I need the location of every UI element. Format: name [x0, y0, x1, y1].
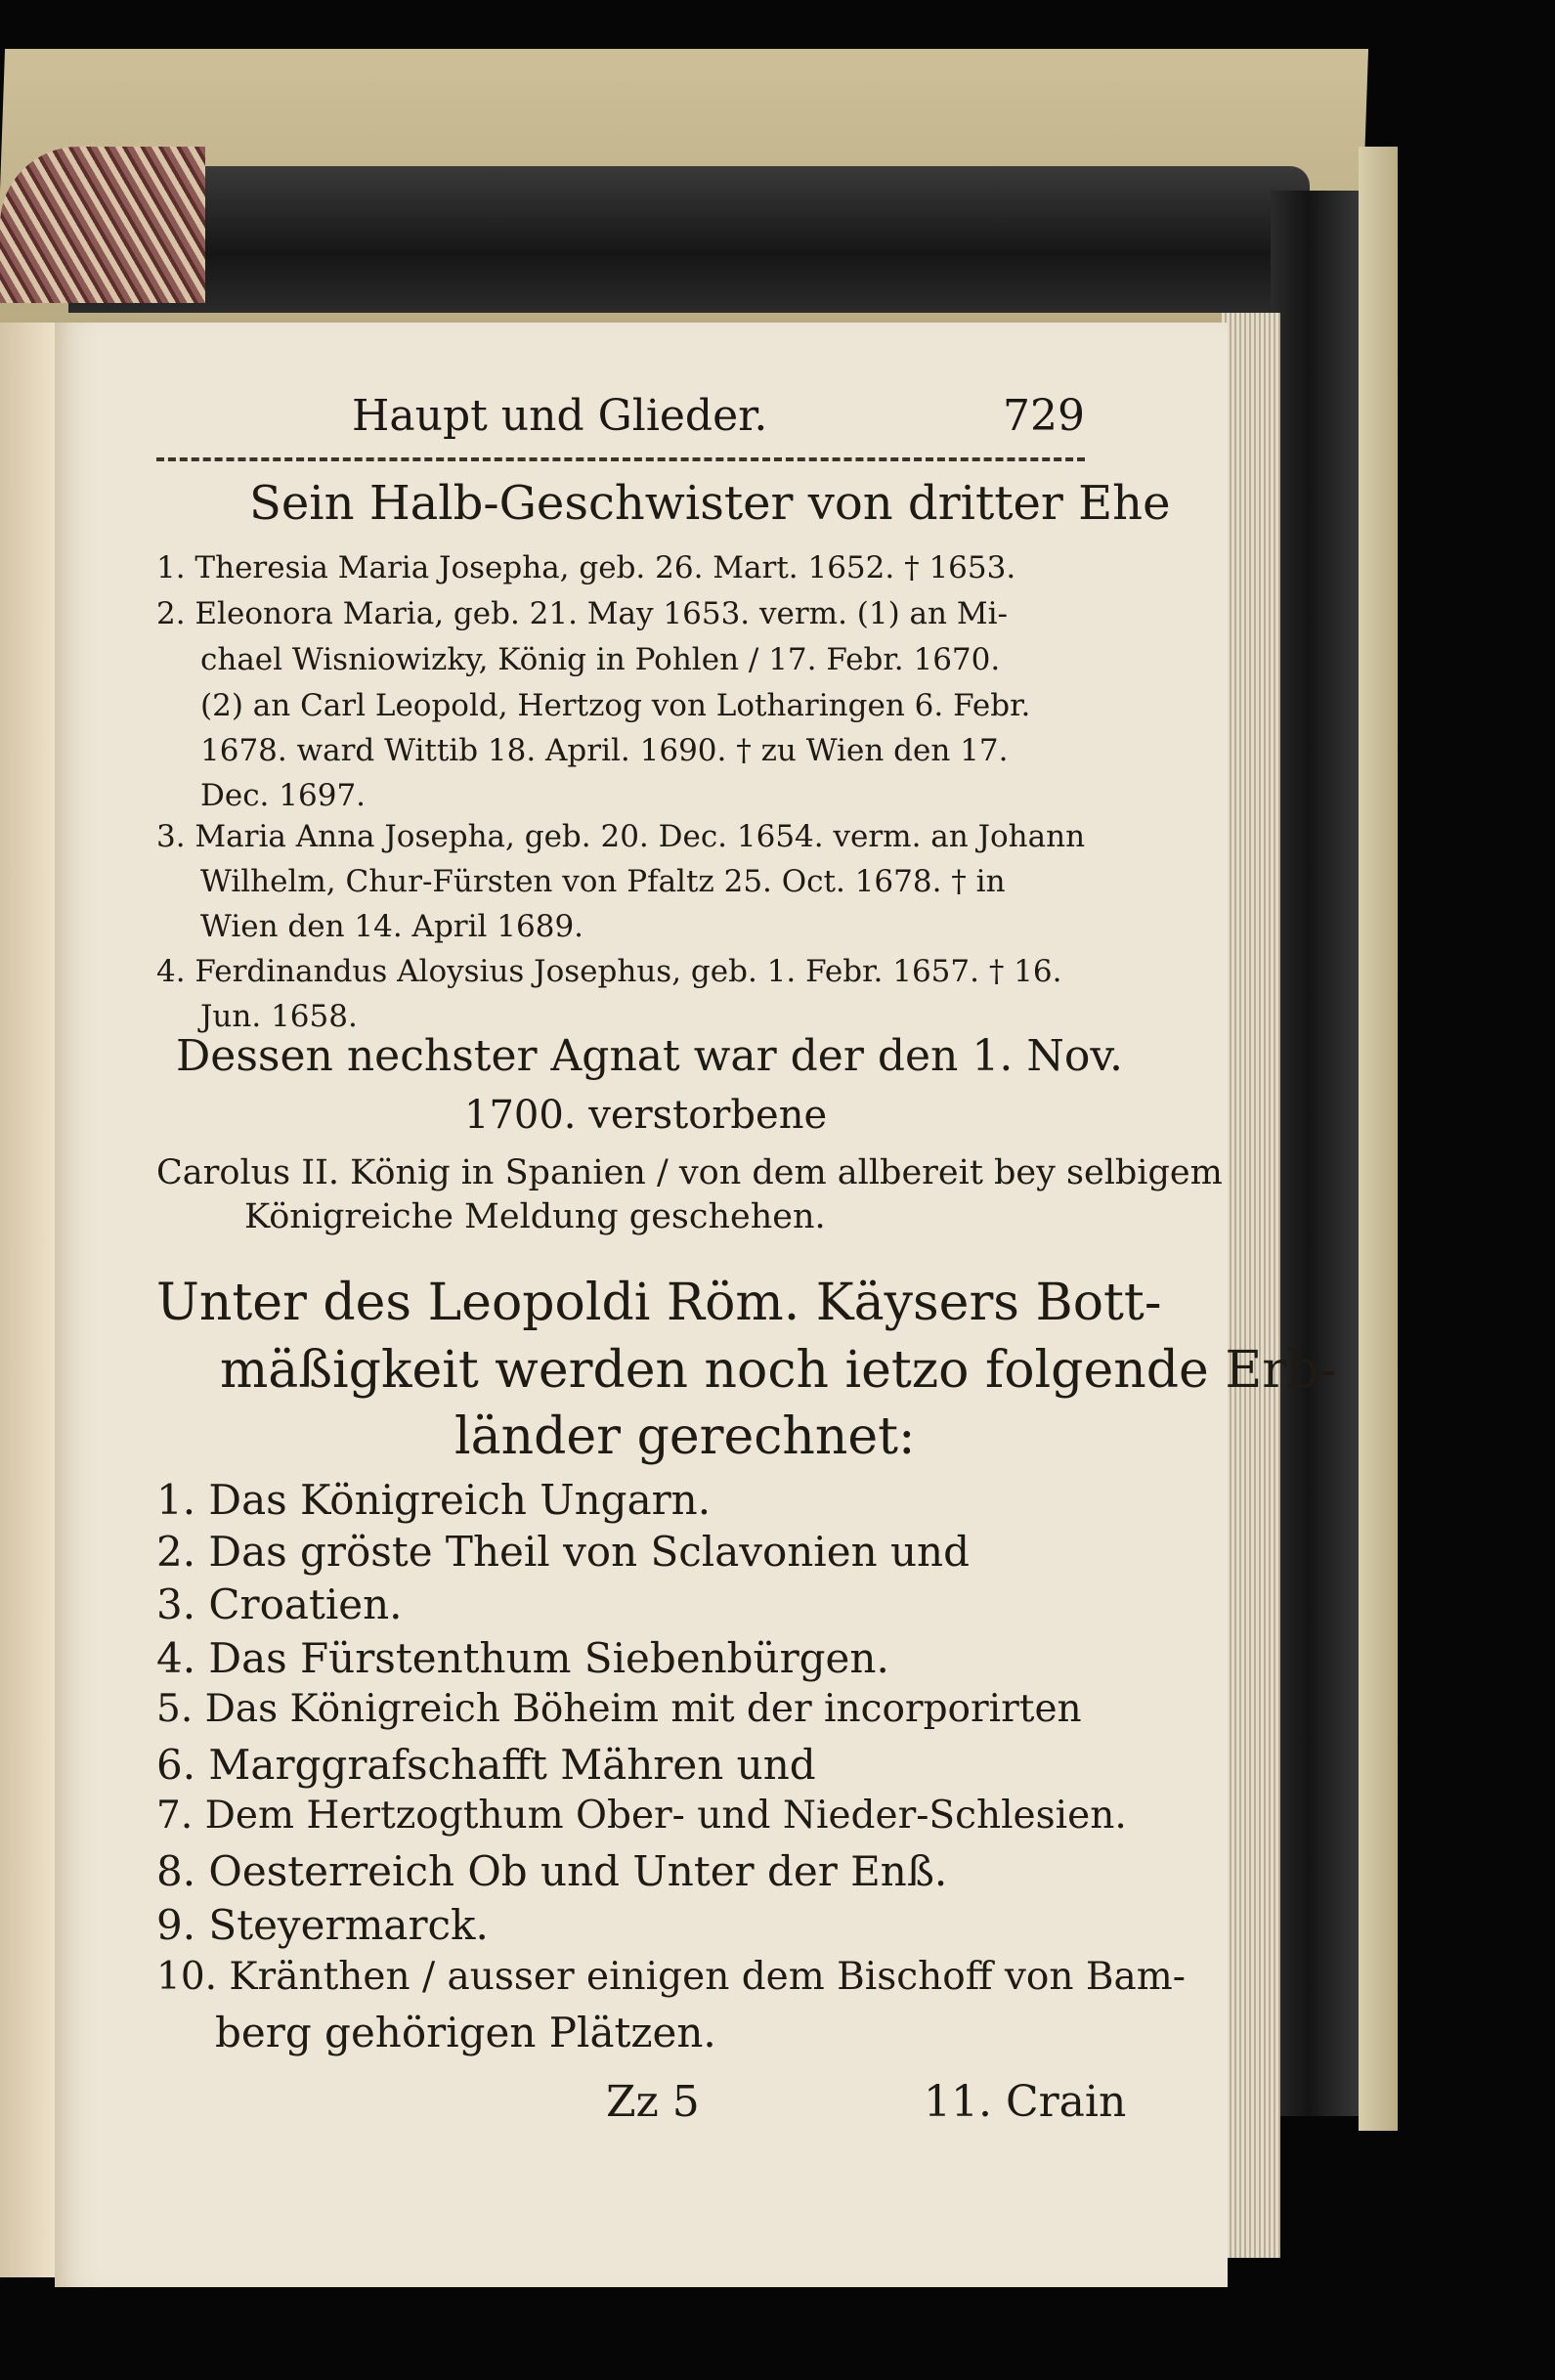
sibling-line: 1678. ward Wittib 18. April. 1690. † zu Wien den 17.: [200, 733, 1009, 768]
land-item: 5. Das Königreich Böheim mit der incorporirten: [156, 1687, 1082, 1731]
section-heading: Sein Halb-Geschwister von dritter Ehe: [249, 476, 1171, 531]
agnat-heading: 1700. verstorbene: [464, 1093, 828, 1138]
page-stack: [1222, 313, 1280, 2258]
land-item: 9. Steyermarck.: [156, 1901, 489, 1949]
page-number: 729: [1003, 391, 1085, 441]
sibling-line: Jun. 1658.: [200, 999, 358, 1034]
land-item: 2. Das gröste Theil von Sclavonien und: [156, 1528, 970, 1576]
land-item: 3. Croatien.: [156, 1580, 403, 1628]
facing-page-edge: [0, 323, 59, 2277]
leopold-heading: mäßigkeit werden noch ietzo folgende Erb-: [220, 1341, 1336, 1400]
sibling-line: 2. Eleonora Maria, geb. 21. May 1653. verm. (1) an Mi-: [156, 596, 1008, 631]
carolus-line: Königreiche Meldung geschehen.: [244, 1197, 826, 1236]
sibling-line: chael Wisniowizky, König in Pohlen / 17. Febr. 1670.: [200, 642, 1001, 677]
leopold-heading: länder gerechnet:: [454, 1407, 916, 1466]
sibling-line: 3. Maria Anna Josepha, geb. 20. Dec. 1654. verm. an Johann: [156, 819, 1086, 854]
running-title: Haupt und Glieder.: [352, 391, 768, 441]
agnat-heading: Dessen nechster Agnat war der den 1. Nov.: [176, 1031, 1123, 1081]
land-item: 4. Das Fürstenthum Siebenbürgen.: [156, 1634, 889, 1682]
cover-edge: [1359, 147, 1398, 2131]
catchword: 11. Crain: [924, 2077, 1127, 2127]
signature-mark: Zz 5: [606, 2077, 700, 2127]
back-cover: [1271, 191, 1363, 2116]
sibling-line: 4. Ferdinandus Aloysius Josephus, geb. 1. Febr. 1657. † 16.: [156, 954, 1062, 989]
land-item: 7. Dem Hertzogthum Ober- und Nieder-Schlesien.: [156, 1794, 1127, 1838]
sibling-line: Wien den 14. April 1689.: [200, 909, 584, 944]
sibling-line: 1. Theresia Maria Josepha, geb. 26. Mart. 1652. † 1653.: [156, 550, 1016, 585]
carolus-line: Carolus II. König in Spanien / von dem allbereit bey selbigem: [156, 1153, 1223, 1192]
sibling-line: (2) an Carl Leopold, Hertzog von Lotharingen 6. Febr.: [200, 688, 1031, 723]
sibling-line: Dec. 1697.: [200, 778, 367, 813]
land-item: 8. Oesterreich Ob und Unter der Enß.: [156, 1847, 948, 1895]
page-block-top: [68, 166, 1310, 313]
land-item: 1. Das Königreich Ungarn.: [156, 1476, 712, 1524]
sibling-line: Wilhelm, Chur-Fürsten von Pfaltz 25. Oct. 1678. † in: [200, 864, 1006, 899]
land-item: berg gehörigen Plätzen.: [215, 2009, 716, 2056]
headband: [0, 147, 205, 303]
land-item: 6. Marggrafschafft Mähren und: [156, 1741, 816, 1789]
land-item: 10. Kränthen / ausser einigen dem Bischoff von Bam-: [156, 1955, 1186, 1999]
leopold-heading: Unter des Leopoldi Röm. Käysers Bott-: [156, 1274, 1162, 1332]
running-header: [352, 391, 1095, 450]
header-rule: [156, 457, 1085, 461]
